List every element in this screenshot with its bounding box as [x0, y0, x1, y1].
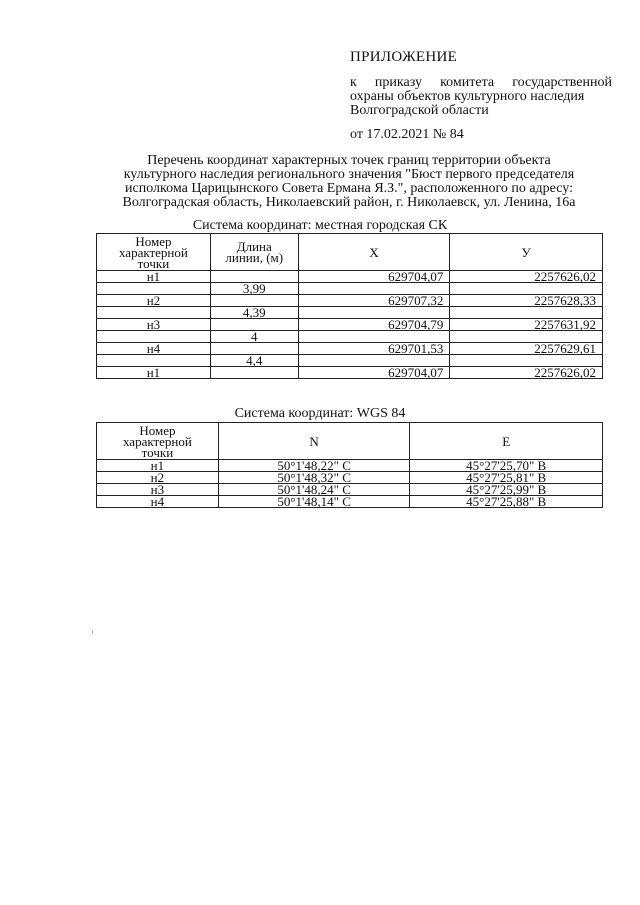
x-cell: 629707,32 — [298, 295, 450, 307]
table-row — [97, 355, 603, 367]
table1-caption: Система координат: местная городская СК — [192, 218, 448, 233]
y-cell: 2257626,02 — [450, 271, 603, 283]
table-row — [97, 283, 603, 295]
point-cell: н3 — [97, 484, 219, 496]
header-x: X — [298, 234, 450, 271]
local-coordinates-table — [96, 233, 603, 379]
y-cell: 2257631,92 — [450, 319, 603, 331]
header-length: Длина линии, (м) — [210, 234, 298, 271]
table-row — [97, 343, 603, 355]
table-row — [97, 496, 603, 508]
header-line-2: охраны объектов культурного наследия — [350, 89, 585, 104]
e-cell: 45°27'25,81" В — [410, 472, 603, 484]
table1-header-row — [97, 234, 603, 271]
length-cell: 4,39 — [210, 307, 298, 319]
x-cell: 629704,79 — [298, 319, 450, 331]
intro-line-2: культурного наследия регионального значения "Бюст первого председателя — [123, 167, 575, 182]
n-cell: 50°1'48,14" С — [218, 496, 410, 508]
y-cell: 2257628,33 — [450, 295, 603, 307]
table-row — [97, 331, 603, 343]
point-cell: н1 — [97, 460, 219, 472]
point-cell: н2 — [97, 295, 211, 307]
point-cell: н1 — [97, 367, 211, 379]
scan-mark — [92, 630, 93, 634]
length-cell: 3,99 — [210, 283, 298, 295]
header-point: Номер характерной точки — [97, 423, 219, 460]
point-cell: н4 — [97, 343, 211, 355]
intro-paragraph — [90, 154, 608, 210]
x-cell: 629704,07 — [298, 367, 450, 379]
intro-line-1: Перечень координат характерных точек границ территории объекта — [147, 153, 551, 168]
n-cell: 50°1'48,24" С — [218, 484, 410, 496]
wgs84-coordinates-table — [96, 422, 603, 508]
header-line-3: Волгоградской области — [350, 103, 489, 118]
table2-caption: Система координат: WGS 84 — [234, 406, 406, 421]
n-cell: 50°1'48,32" С — [218, 472, 410, 484]
point-cell: н4 — [97, 496, 219, 508]
intro-line-4: Волгоградская область, Николаевский район, г. Николаевск, ул. Ленина, 16а — [122, 195, 576, 210]
e-cell: 45°27'25,70" В — [410, 460, 603, 472]
table-row — [97, 367, 603, 379]
table-row — [97, 319, 603, 331]
n-cell: 50°1'48,22" С — [218, 460, 410, 472]
e-cell: 45°27'25,99" В — [410, 484, 603, 496]
e-cell: 45°27'25,88" В — [410, 496, 603, 508]
y-cell: 2257629,61 — [450, 343, 603, 355]
table2-header-row — [97, 423, 603, 460]
header-y: У — [450, 234, 603, 271]
appendix-title: ПРИЛОЖЕНИЕ — [350, 49, 458, 65]
point-cell: н2 — [97, 472, 219, 484]
x-cell: 629704,07 — [298, 271, 450, 283]
table-row — [97, 295, 603, 307]
point-cell: н1 — [97, 271, 211, 283]
header-e: E — [410, 423, 603, 460]
x-cell: 629701,53 — [298, 343, 450, 355]
table-row — [97, 271, 603, 283]
point-cell: н3 — [97, 319, 211, 331]
intro-line-3: исполкома Царицынского Совета Ермана Я.З.", расположенного по адресу: — [125, 181, 573, 196]
y-cell: 2257626,02 — [450, 367, 603, 379]
order-date: от 17.02.2021 № 84 — [350, 127, 464, 142]
table-row — [97, 307, 603, 319]
header-point: Номер характерной точки — [97, 234, 211, 271]
header-line-1: к приказу комитета государственной — [350, 75, 612, 90]
length-cell: 4,4 — [210, 355, 298, 367]
length-cell: 4 — [210, 331, 298, 343]
header-n: N — [218, 423, 410, 460]
